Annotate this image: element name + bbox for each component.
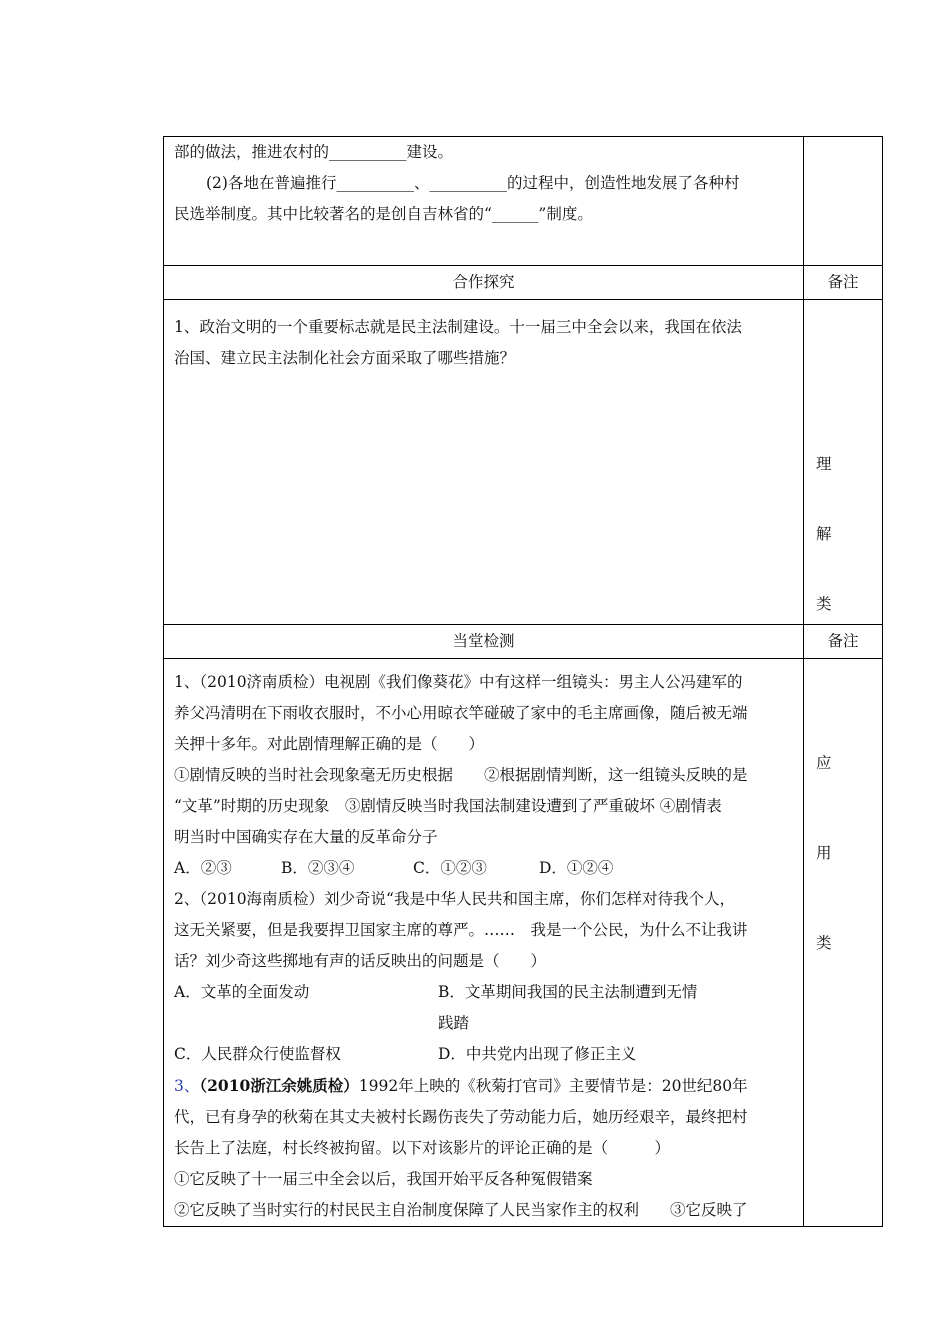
q2-line-2: 这无关紧要，但是我要捍卫国家主席的尊严。…… 我是一个公民，为什么不让我讲 xyxy=(174,921,748,939)
q2-options-row-1 xyxy=(174,977,793,1039)
q3-line-2: 代，已有身孕的秋菊在其丈夫被村长踢伤丧失了劳动能力后，她历经艰辛，最终把村 xyxy=(174,1108,748,1126)
q3-line-1 xyxy=(174,1070,793,1102)
q1-option-a: A．②③ xyxy=(174,859,232,877)
side-char-ying: 应 xyxy=(816,754,832,772)
fill-line-1: 部的做法，推进农村的__________建设。 xyxy=(174,143,454,161)
q2-option-d: D．中共党内出现了修正主义 xyxy=(438,1045,637,1063)
q3-line-1-text: 1992年上映的《秋菊打官司》主要情节是：20世纪80年 xyxy=(358,1077,748,1095)
cooperate-q1-line-1: 1、政治文明的一个重要标志就是民主法制建设。十一届三中全会以来，我国在依法 xyxy=(174,318,742,336)
q3-line-5: ②它反映了当时实行的村民民主自治制度保障了人民当家作主的权利 ③它反映了 xyxy=(174,1201,748,1219)
q1-line-6: 明当时中国确实存在大量的反革命分子 xyxy=(174,828,438,846)
cooperate-note-label: 备注 xyxy=(804,266,883,300)
side-char-yong: 用 xyxy=(816,844,832,862)
fill-line-3: 民选举制度。其中比较著名的是创自吉林省的“______”制度。 xyxy=(174,205,593,223)
cooperate-side-cell xyxy=(804,300,883,625)
q2-option-b: B．文革期间我国的民主法制遭到无情践踏 xyxy=(438,983,698,1032)
q1-options xyxy=(174,853,793,884)
q1-line-2: 养父冯清明在下雨收衣服时，不小心用晾衣竿碰破了家中的毛主席画像，随后被无端 xyxy=(174,704,748,722)
side-char-jie: 解 xyxy=(816,525,832,543)
q3-number: 3、 xyxy=(174,1077,200,1095)
cooperate-header-row xyxy=(164,266,883,300)
q3-line-3: 长告上了法庭，村长终被拘留。以下对该影片的评论正确的是（ ） xyxy=(174,1139,671,1157)
check-row xyxy=(164,659,883,1227)
side-char-li: 理 xyxy=(816,455,832,473)
q2-option-a: A．文革的全面发动 xyxy=(174,983,310,1001)
q1-line-1: 1、（2010济南质检）电视剧《我们像葵花》中有这样一组镜头：男主人公冯建军的 xyxy=(174,673,743,691)
q3-source: （2010浙江余姚质检） xyxy=(199,1076,359,1095)
q3-line-4: ①它反映了十一届三中全会以后，我国开始平反各种冤假错案 xyxy=(174,1170,593,1188)
side-char-lei: 类 xyxy=(816,595,832,613)
q2-line-3: 话？刘少奇这些掷地有声的话反映出的问题是（ ） xyxy=(174,952,547,970)
q2-option-c: C．人民群众行使监督权 xyxy=(174,1045,341,1063)
fill-in-row xyxy=(164,137,883,266)
side-char-lei-2: 类 xyxy=(816,934,832,952)
cooperate-title: 合作探究 xyxy=(164,266,804,300)
q2-line-1: 2、（2010海南质检）刘少奇说“我是中华人民共和国主席，你们怎样对待我个人， xyxy=(174,890,735,908)
fill-in-note-cell xyxy=(804,137,883,266)
cooperate-row xyxy=(164,300,883,625)
q1-line-5: “文革”时期的历史现象 ③剧情反映当时我国法制建设遭到了严重破坏 ④剧情表 xyxy=(174,797,722,815)
q1-option-c: C．①②③ xyxy=(413,859,487,877)
q2-options-row-2 xyxy=(174,1039,793,1070)
q1-option-d: D．①②④ xyxy=(539,859,614,877)
check-title: 当堂检测 xyxy=(164,625,804,659)
worksheet-table xyxy=(163,136,883,1227)
cooperate-q1-line-2: 治国、建立民主法制化社会方面采取了哪些措施？ xyxy=(174,349,516,367)
q1-line-4: ①剧情反映的当时社会现象毫无历史根据 ②根据剧情判断，这一组镜头反映的是 xyxy=(174,766,748,784)
fill-line-2: (2)各地在普遍推行__________、__________的过程中，创造性地发展了各种村 xyxy=(206,174,740,192)
check-side-cell xyxy=(804,659,883,1227)
check-header-row xyxy=(164,625,883,659)
q1-option-b: B．②③④ xyxy=(281,859,355,877)
check-note-label: 备注 xyxy=(804,625,883,659)
q1-line-3: 关押十多年。对此剧情理解正确的是（ ） xyxy=(174,735,485,753)
